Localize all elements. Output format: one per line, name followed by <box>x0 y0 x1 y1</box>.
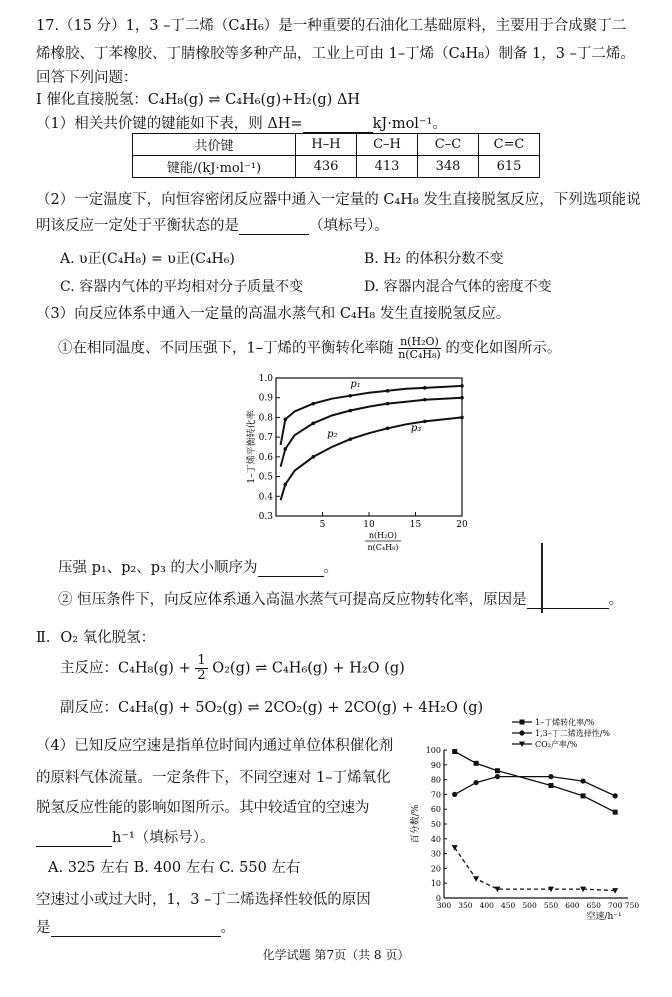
data-point-square <box>495 768 500 773</box>
data-point-circle <box>519 730 524 735</box>
part-2-line-2 <box>36 214 389 235</box>
data-point-circle <box>452 792 457 797</box>
x-tick-label: 700 <box>607 901 623 910</box>
data-point <box>423 386 427 390</box>
x-tick-label: 350 <box>458 901 473 910</box>
pen-mark <box>541 543 543 613</box>
data-point-circle <box>580 778 585 783</box>
part-3-2-prefix: ② 恒压条件下，向反应体系通入高温水蒸气可提高反应物转化率，原因是 <box>58 592 527 608</box>
series-label: p₂ <box>327 429 338 441</box>
x-axis-label-denominator: n(C₄H₈) <box>367 543 399 552</box>
legend-label: 1–丁烯转化率/% <box>535 718 595 727</box>
x-tick-label: 400 <box>479 901 494 910</box>
data-point <box>349 409 353 413</box>
x-axis-label: 空速/h⁻¹ <box>586 912 622 922</box>
y-tick-label: 50 <box>430 820 441 829</box>
legend-label: 1,3–丁二烯选择性/% <box>535 729 611 738</box>
question-line-3: 回答下列问题： <box>36 70 138 86</box>
y-tick-label: 60 <box>430 805 441 815</box>
data-point <box>386 426 390 430</box>
y-axis-label: 百分数/% <box>411 804 421 844</box>
y-tick-label: 1.0 <box>258 374 273 384</box>
table-cell: 413 <box>357 156 418 178</box>
data-point <box>284 483 288 487</box>
y-tick-label: 40 <box>430 834 441 844</box>
series-line <box>455 777 616 796</box>
answer-blank-2[interactable] <box>239 218 309 235</box>
part-2-suffix: （填标号）。 <box>309 218 389 234</box>
ratio-fraction <box>398 336 441 361</box>
table-cell: 348 <box>418 156 479 178</box>
data-point <box>386 402 390 406</box>
ratio-denominator: n(C₄H₈) <box>398 348 441 361</box>
data-point <box>386 389 390 393</box>
part-4-line-6-suffix: 。 <box>220 920 235 936</box>
part-3-1-line <box>58 336 561 361</box>
option-a: A. υ正(C₄H₈) = υ正(C₄H₆) <box>60 251 235 267</box>
data-point-square <box>520 720 525 725</box>
series-line <box>281 417 462 500</box>
part-3-2-line: ② 恒压条件下，向反应体系通入高温水蒸气可提高反应物转化率，原因是 。 <box>58 592 624 608</box>
x-tick-label: 5 <box>319 520 326 530</box>
bond-energy-table <box>132 133 540 178</box>
x-tick-label: 550 <box>543 901 559 910</box>
y-tick-label: 10 <box>430 879 441 889</box>
y-tick-label: 90 <box>430 760 441 770</box>
part-3-line: （3）向反应体系中通入一定量的高温水蒸气和 C₄H₈ 发生直接脱氢反应。 <box>36 306 511 322</box>
part-4-line-6 <box>36 916 235 937</box>
part-4-line-4 <box>36 826 215 847</box>
main-reaction-rest: O₂(g) ⇌ C₄H₆(g) + H₂O (g) <box>212 660 405 677</box>
section-2-title: Ⅱ．O₂ 氧化脱氢： <box>36 630 156 646</box>
pressure-question-text: 压强 p₁、p₂、p₃ 的大小顺序为 <box>58 560 258 576</box>
half-denominator: 2 <box>197 668 206 683</box>
part-2-line-1: （2）一定温度下，向恒容密闭反应器中通入一定量的 C₄H₈ 发生直接脱氢反应，下列选项能说 <box>36 192 641 208</box>
page-footer: 化学试题 第7页（共 8 页） <box>262 948 410 962</box>
part-1-prefix: （1）相关共价键的键能如下表，则 ΔH= <box>36 116 303 132</box>
ratio-numerator: n(H₂O) <box>400 335 439 348</box>
y-tick-label: 0.9 <box>258 393 273 404</box>
answer-blank-5[interactable] <box>36 830 112 847</box>
x-tick-label: 10 <box>363 520 375 530</box>
x-tick-label: 650 <box>586 901 601 910</box>
answer-blank-1[interactable] <box>303 116 373 133</box>
part-4-line-6-prefix: 是 <box>36 920 51 936</box>
main-reaction <box>60 654 405 683</box>
data-point <box>284 418 288 422</box>
data-point-square <box>474 761 479 766</box>
data-point <box>460 384 464 388</box>
legend-label: CO₂产率/% <box>535 740 578 749</box>
data-point <box>423 420 427 424</box>
part-1-question <box>36 112 447 133</box>
answer-blank-3[interactable] <box>258 560 324 577</box>
data-point <box>311 402 315 406</box>
part-4-line-3: 脱氢反应性能的影响如图所示。其中较适宜的空速为 <box>36 800 370 816</box>
answer-blank-6[interactable] <box>51 920 221 937</box>
part-4-line-2: 的原料气体流量。一定条件下，不同空速对 1–丁烯氧化 <box>36 770 391 786</box>
data-point-circle <box>473 780 478 785</box>
y-tick-label: 0 <box>435 894 441 903</box>
data-point <box>423 398 427 402</box>
data-point-square <box>548 783 553 788</box>
data-point-circle <box>495 774 500 779</box>
data-point <box>311 455 315 459</box>
part-4-line-1: （4）已知反应空速是指单位时间内通过单位体积催化剂 <box>36 738 394 754</box>
table-cell: 键能/(kJ·mol⁻¹) <box>133 156 296 178</box>
x-axis-label-numerator: n(H₂O) <box>368 531 398 540</box>
side-reaction: 副反应：C₄H₈(g) + 5O₂(g) ⇌ 2CO₂(g) + 2CO(g) + 4H₂O (g) <box>60 700 484 716</box>
question-line-1: 17.（15 分）1，3 –丁二烯（C₄H₆）是一种重要的石油化工基础原料，主要用于合成聚丁二 <box>36 18 627 34</box>
table-header-cell: C–H <box>357 134 418 156</box>
half-numerator: 1 <box>197 653 206 668</box>
table-header-cell: C=C <box>479 134 540 156</box>
y-tick-label: 0.8 <box>258 413 273 424</box>
part-3-1-prefix: ①在相同温度、不同压强下，1–丁烯的平衡转化率随 <box>58 340 394 357</box>
part-1-suffix: kJ·mol⁻¹。 <box>372 116 447 132</box>
y-tick-label: 0.5 <box>258 472 273 483</box>
data-point-square <box>581 793 586 798</box>
table-header-cell: H–H <box>296 134 357 156</box>
answer-blank-4[interactable] <box>527 592 609 609</box>
table-cell: 436 <box>296 156 357 178</box>
data-point <box>284 447 288 451</box>
data-point <box>349 394 353 398</box>
part-4-line-5: 空速过小或过大时，1，3 –丁二烯选择性较低的原因 <box>36 892 371 908</box>
y-tick-label: 0.4 <box>258 492 273 503</box>
series-label: p₁ <box>350 378 361 390</box>
table-row <box>133 156 540 178</box>
data-point-circle <box>548 774 553 779</box>
pressure-question: 压强 p₁、p₂、p₃ 的大小顺序为 。 <box>58 560 339 576</box>
data-point <box>349 437 353 441</box>
series-label: p₃ <box>410 423 422 435</box>
x-tick-label: 20 <box>456 520 468 530</box>
space-velocity-chart <box>404 716 640 924</box>
series-line <box>455 848 616 891</box>
part-3-1-suffix: 的变化如图所示。 <box>445 340 562 357</box>
y-tick-label: 100 <box>425 746 441 755</box>
data-point <box>311 422 315 426</box>
option-d: D. 容器内混合气体的密度不变 <box>364 279 552 295</box>
part-2-prefix: 明该反应一定处于平衡状态的是 <box>36 218 239 234</box>
x-tick-label: 500 <box>522 901 537 910</box>
part-4-line-4-suffix: h⁻¹（填标号）。 <box>112 830 215 846</box>
option-b: B. H₂ 的体积分数不变 <box>364 251 504 267</box>
y-tick-label: 70 <box>430 790 441 800</box>
y-tick-label: 0.6 <box>258 452 273 463</box>
y-tick-label: 80 <box>430 775 441 785</box>
y-axis-label: 1–丁烯平衡转化率 <box>247 410 257 484</box>
table-header-cell: C–C <box>418 134 479 156</box>
data-point-square <box>613 810 618 815</box>
data-point <box>460 416 464 420</box>
x-tick-label: 600 <box>565 901 580 910</box>
data-point-triangle <box>473 876 479 882</box>
table-row <box>133 134 540 156</box>
x-tick-label: 300 <box>436 901 452 910</box>
y-tick-label: 0.3 <box>258 512 273 522</box>
part-4-options: A. 325 左右 B. 400 左右 C. 550 左右 <box>48 860 301 876</box>
y-tick-label: 0.7 <box>258 433 273 444</box>
table-header-cell: 共价键 <box>133 134 296 156</box>
x-tick-label: 750 <box>624 901 640 910</box>
table-cell: 615 <box>479 156 540 178</box>
x-tick-label: 15 <box>409 520 422 530</box>
half-fraction <box>195 654 207 683</box>
section-1-title: Ⅰ 催化直接脱氢：C₄H₈(g) ⇌ C₄H₆(g)+H₂(g) ΔH <box>36 92 361 108</box>
conversion-chart <box>240 370 480 552</box>
main-reaction-label: 主反应：C₄H₈(g) + <box>60 660 191 677</box>
option-c: C. 容器内气体的平均相对分子质量不变 <box>60 279 304 295</box>
data-point-square <box>452 749 457 754</box>
y-tick-label: 30 <box>430 849 441 859</box>
y-tick-label: 20 <box>430 864 441 874</box>
series-line <box>281 386 462 445</box>
question-line-2: 烯橡胶、丁苯橡胶、丁腈橡胶等多种产品，工业上可由 1–丁烯（C₄H₈）制备 1，3 –丁二烯。 <box>36 46 635 62</box>
data-point <box>460 396 464 400</box>
data-point-circle <box>613 793 618 798</box>
x-tick-label: 450 <box>501 901 516 910</box>
